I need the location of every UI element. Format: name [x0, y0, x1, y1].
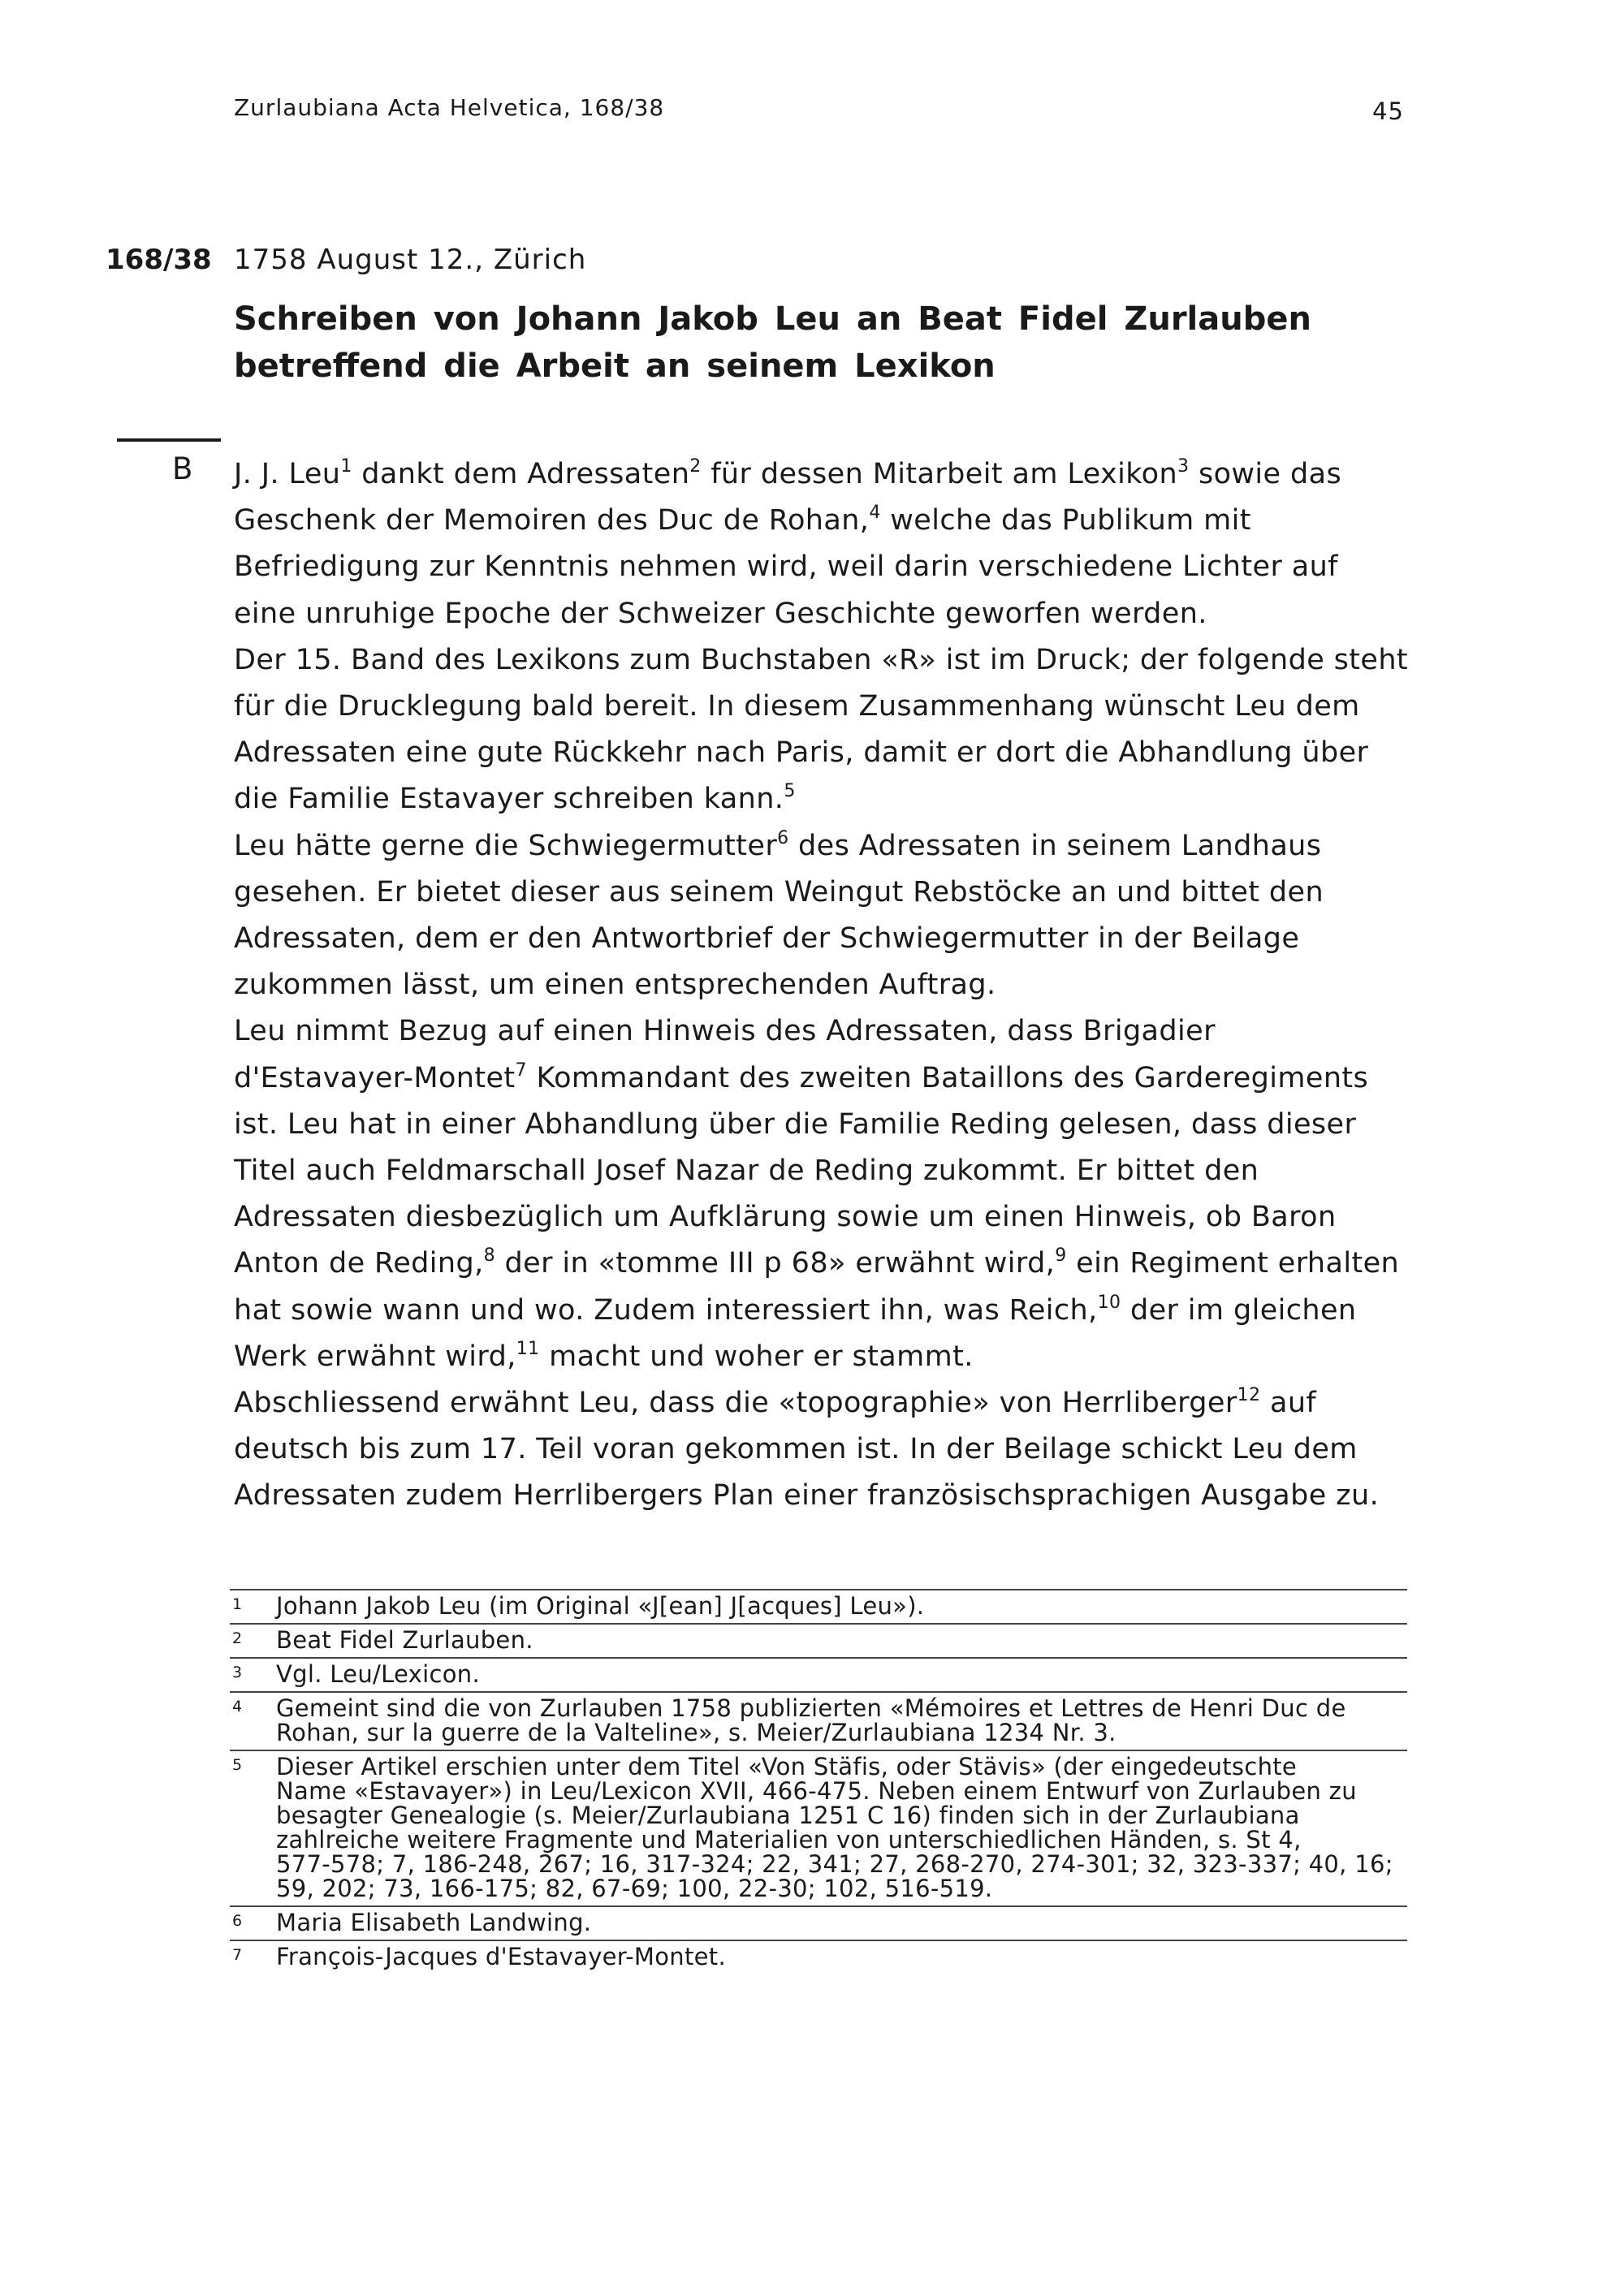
summary-text-segment: Leu hätte gerne die Schwiegermutter — [234, 829, 778, 862]
footnote — [230, 1589, 1407, 1623]
section-marker: B — [172, 451, 193, 486]
footnote-text — [276, 1628, 533, 1652]
footnote-number: 3 — [232, 1664, 243, 1681]
summary-line — [234, 1288, 1419, 1334]
footnote-ref[interactable]: 5 — [784, 781, 796, 802]
footnote-ref[interactable]: 3 — [1177, 456, 1190, 477]
footnote-text — [276, 1662, 480, 1686]
summary-text-segment: Anton de Reding, — [234, 1247, 484, 1280]
page-number: 45 — [1372, 97, 1404, 125]
summary-text-segment: Abschliessend erwähnt Leu, dass die «topographie» von Herrliberger — [234, 1387, 1237, 1420]
summary-text-segment: Leu nimmt Bezug auf einen Hinweis des Adressaten, dass Brigadier — [234, 1015, 1216, 1048]
footnote — [230, 1691, 1407, 1750]
summary-line — [234, 776, 1419, 822]
footnote-line: Beat Fidel Zurlauben. — [276, 1626, 533, 1654]
summary-text-segment: auf — [1260, 1387, 1317, 1420]
footnote-ref[interactable]: 12 — [1237, 1385, 1261, 1406]
footnote — [230, 1905, 1407, 1940]
summary-line — [234, 870, 1419, 916]
footnote — [230, 1750, 1407, 1905]
footnote-text — [276, 1944, 726, 1969]
document-date-place: 1758 August 12., Zürich — [234, 244, 587, 276]
summary-text-segment: sowie das — [1189, 458, 1342, 490]
footnote-ref[interactable]: 8 — [483, 1245, 495, 1267]
summary-line — [234, 1241, 1419, 1287]
footnote-line: Name «Estavayer») in Leu/Lexicon XVII, 466-475. Neben einem Entwurf von Zurlauben zu — [276, 1777, 1357, 1805]
summary-text-segment: Titel auch Feldmarschall Josef Nazar de Reding zukommt. Er bittet den — [234, 1154, 1259, 1188]
summary-line — [234, 730, 1419, 776]
footnote-text — [276, 1754, 1393, 1901]
footnote-number: 4 — [232, 1698, 243, 1716]
summary-text-segment: für die Drucklegung bald bereit. In diesem Zusammenhang wünscht Leu dem — [234, 690, 1360, 723]
summary-text-segment: Der 15. Band des Lexikons zum Buchstaben «R» ist im Druck; der folgende steht — [234, 643, 1409, 676]
summary-line — [234, 498, 1419, 544]
footnote-line: Vgl. Leu/Lexicon. — [276, 1660, 480, 1688]
footnote-ref[interactable]: 9 — [1055, 1245, 1067, 1267]
summary-text-segment: Adressaten zudem Herrlibergers Plan einer französischsprachigen Ausgabe zu. — [234, 1479, 1380, 1513]
summary-text-segment: Befriedigung zur Kenntnis nehmen wird, weil darin verschiedene Lichter auf — [234, 550, 1338, 584]
summary-text-segment: welche das Publikum mit — [880, 504, 1251, 537]
summary-line — [234, 591, 1419, 637]
summary-text-segment: Adressaten diesbezüglich um Aufklärung sowie um einen Hinweis, ob Baron — [234, 1201, 1337, 1234]
summary-text-segment: Geschenk der Memoiren des Duc de Rohan, — [234, 504, 870, 537]
summary-line — [234, 1334, 1419, 1380]
summary-line — [234, 1194, 1419, 1241]
summary-line — [234, 1148, 1419, 1194]
summary-text — [234, 451, 1419, 1520]
summary-line — [234, 962, 1419, 1008]
summary-text-segment: Kommandant des zweiten Bataillons des Garderegiments — [526, 1061, 1369, 1094]
summary-text-segment: zukommen lässt, um einen entsprechenden Auftrag. — [234, 969, 996, 1002]
summary-text-segment: J. J. Leu — [234, 458, 341, 490]
footnote-line: 577-578; 7, 186-248, 267; 16, 317-324; 22, 341; 27, 268-270, 274-301; 32, 323-337; 40, 16; — [276, 1850, 1393, 1878]
footnote-ref[interactable]: 11 — [516, 1338, 540, 1359]
summary-line — [234, 684, 1419, 730]
summary-line — [234, 637, 1419, 684]
summary-text-segment: dankt dem Adressaten — [352, 458, 690, 490]
footnote-line: François-Jacques d'Estavayer-Montet. — [276, 1943, 726, 1970]
summary-text-segment: d'Estavayer-Montet — [234, 1061, 516, 1094]
summary-text-segment: Adressaten eine gute Rückkehr nach Paris, damit er dort die Abhandlung über — [234, 736, 1369, 770]
summary-line — [234, 1380, 1419, 1426]
footnote-number: 6 — [232, 1912, 243, 1930]
title-line: Schreiben von Johann Jakob Leu an Beat Fidel Zurlauben — [234, 300, 1311, 338]
footnote-number: 7 — [232, 1946, 243, 1964]
document-number: 168/38 — [106, 244, 212, 276]
summary-text-segment: Werk erwähnt wird, — [234, 1340, 516, 1373]
footnote — [230, 1940, 1407, 1974]
footnote-ref[interactable]: 10 — [1097, 1292, 1121, 1313]
title-line: betreffend die Arbeit an seinem Lexikon — [234, 347, 996, 385]
footnote-line: Dieser Artikel erschien unter dem Titel «Von Stäfis, oder Stävis» (der eingedeutschte — [276, 1753, 1298, 1780]
footnotes — [230, 1589, 1407, 1974]
footnote-ref[interactable]: 4 — [869, 503, 881, 524]
summary-text-segment: gesehen. Er bietet dieser aus seinem Weingut Rebstöcke an und bittet den — [234, 875, 1324, 908]
summary-line — [234, 823, 1419, 870]
summary-line — [234, 544, 1419, 590]
section-rule — [117, 438, 221, 442]
footnote-line: Gemeint sind die von Zurlauben 1758 publizierten «Mémoires et Lettres de Henri Duc de — [276, 1694, 1346, 1722]
summary-text-segment: ein Regiment erhalten — [1066, 1247, 1400, 1280]
summary-text-segment: Adressaten, dem er den Antwortbrief der Schwiegermutter in der Beilage — [234, 922, 1300, 956]
summary-line — [234, 916, 1419, 962]
running-head: Zurlaubiana Acta Helvetica, 168/38 — [234, 94, 665, 121]
summary-line — [234, 1426, 1419, 1473]
footnote — [230, 1657, 1407, 1691]
summary-line — [234, 451, 1419, 498]
footnote-text — [276, 1594, 924, 1618]
summary-line — [234, 1008, 1419, 1055]
footnote-number: 5 — [232, 1756, 243, 1774]
footnote-ref[interactable]: 6 — [777, 827, 789, 848]
footnote-ref[interactable]: 2 — [689, 456, 702, 477]
summary-line — [234, 1102, 1419, 1148]
footnote-text — [276, 1696, 1346, 1745]
summary-text-segment: macht und woher er stammt. — [539, 1340, 974, 1373]
document-title — [234, 296, 1419, 390]
summary-text-segment: ist. Leu hat in einer Abhandlung über die Familie Reding gelesen, dass dieser — [234, 1107, 1357, 1141]
summary-line — [234, 1055, 1419, 1102]
footnote-text — [276, 1910, 591, 1935]
footnote-ref[interactable]: 7 — [515, 1060, 527, 1081]
footnote-line: besagter Genealogie (s. Meier/Zurlaubiana 1251 C 16) finden sich in der Zurlaubiana — [276, 1802, 1300, 1829]
footnote-line: 59, 202; 73, 166-175; 82, 67-69; 100, 22-30; 102, 516-519. — [276, 1875, 993, 1902]
footnote-ref[interactable]: 1 — [340, 456, 352, 477]
summary-text-segment: für dessen Mitarbeit am Lexikon — [701, 458, 1178, 490]
summary-line — [234, 1473, 1419, 1519]
summary-text-segment: der im gleichen — [1121, 1293, 1357, 1327]
summary-text-segment: hat sowie wann und wo. Zudem interessiert ihn, was Reich, — [234, 1293, 1098, 1327]
footnote-number: 2 — [232, 1629, 243, 1647]
summary-text-segment: eine unruhige Epoche der Schweizer Geschichte geworfen werden. — [234, 597, 1207, 630]
summary-text-segment: des Adressaten in seinem Landhaus — [788, 829, 1322, 862]
footnote-line: Maria Elisabeth Landwing. — [276, 1909, 592, 1936]
summary-text-segment: der in «tomme III p 68» erwähnt wird, — [495, 1247, 1056, 1280]
footnote-number: 1 — [232, 1595, 243, 1613]
footnote-line: Johann Jakob Leu (im Original «J[ean] J[acques] Leu»). — [276, 1592, 925, 1620]
summary-text-segment: die Familie Estavayer schreiben kann. — [234, 783, 784, 816]
summary-text-segment: deutsch bis zum 17. Teil voran gekommen ist. In der Beilage schickt Leu dem — [234, 1433, 1358, 1466]
footnote — [230, 1623, 1407, 1657]
footnote-line: Rohan, sur la guerre de la Valteline», s. Meier/Zurlaubiana 1234 Nr. 3. — [276, 1719, 1116, 1746]
footnote-line: zahlreiche weitere Fragmente und Materialien von unterschiedlichen Händen, s. St 4, — [276, 1826, 1302, 1854]
